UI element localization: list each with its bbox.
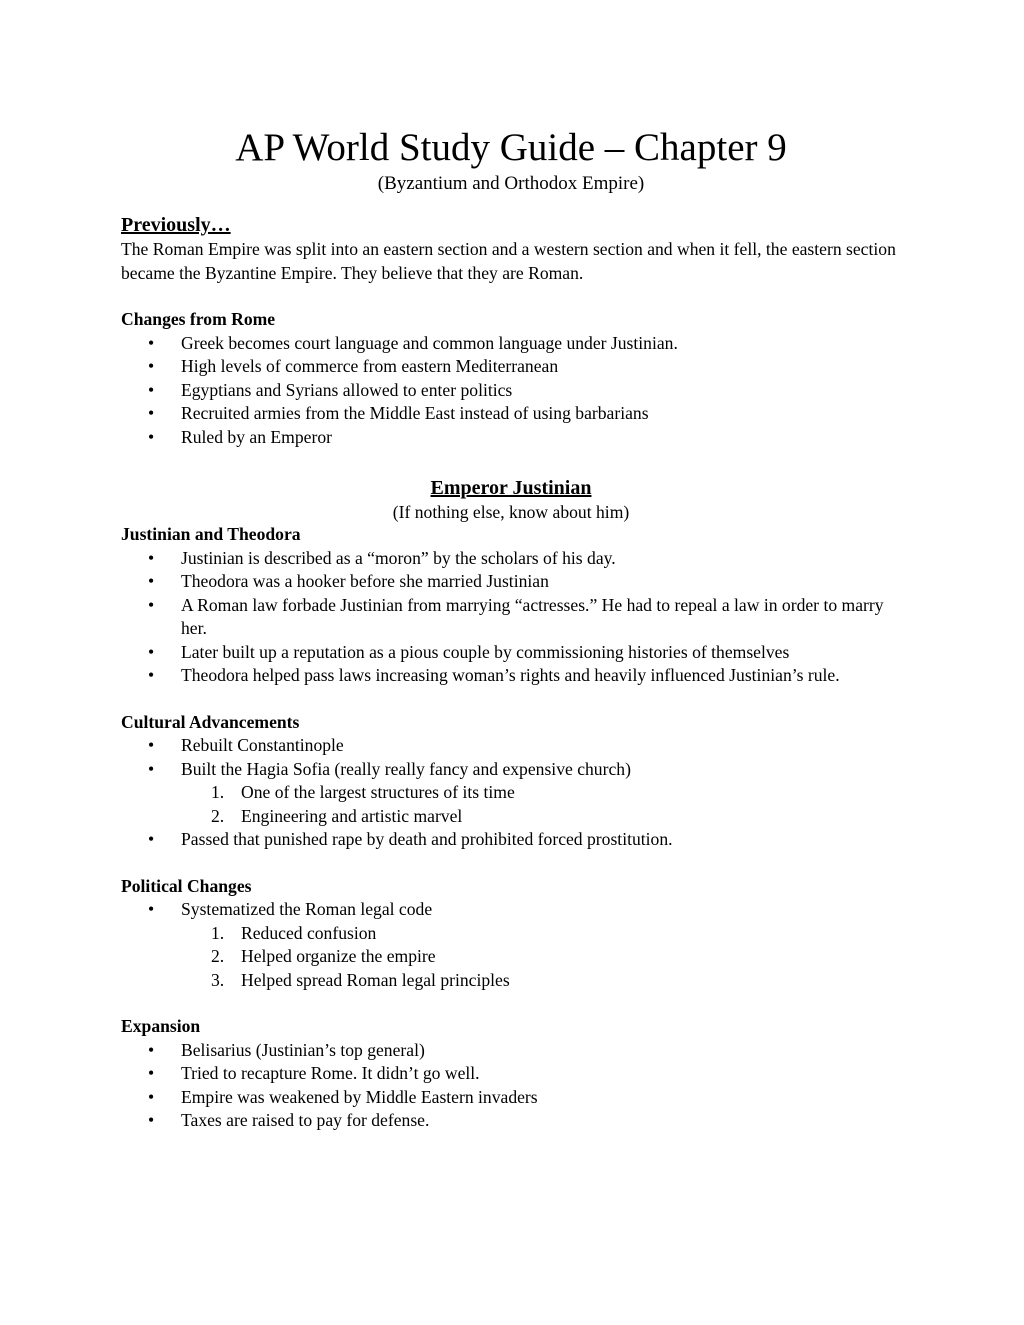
numbered-item <box>121 922 901 946</box>
page-subtitle: (Byzantium and Orthodox Empire) <box>377 173 645 194</box>
list-item <box>121 664 901 688</box>
bullet-icon: • <box>148 547 155 568</box>
political-sublist <box>121 922 901 993</box>
justinian-theodora-list <box>121 547 901 688</box>
list-item-text: Built the Hagia Sofia (really really fancy and expensive church) <box>181 758 631 779</box>
list-item-text: Recruited armies from the Middle East instead of using barbarians <box>181 403 649 423</box>
numbered-item <box>121 781 901 805</box>
numbered-item <box>121 805 901 829</box>
bullet-icon: • <box>148 426 155 447</box>
numbered-item-text: One of the largest structures of its time <box>241 782 515 802</box>
list-item-text: Egyptians and Syrians allowed to enter politics <box>181 379 513 400</box>
list-item-text: A Roman law forbade Justinian from marrying “actresses.” He had to repeal a law in order to marry her. <box>181 594 884 638</box>
item-number: 1. <box>211 922 225 943</box>
list-item <box>121 898 901 922</box>
bullet-icon: • <box>148 758 155 779</box>
bullet-icon: • <box>148 1086 155 1107</box>
bullet-icon: • <box>148 1039 155 1060</box>
bullet-icon: • <box>148 571 155 591</box>
list-item-text: Empire was weakened by Middle Eastern invaders <box>181 1086 538 1107</box>
list-item <box>121 1109 901 1133</box>
list-item <box>121 332 901 356</box>
list-item-text: Theodora helped pass laws increasing woman’s rights and heavily influenced Justinian’s rule. <box>181 665 840 685</box>
list-item-text: Greek becomes court language and common language under Justinian. <box>181 332 678 353</box>
list-item-text: Rebuilt Constantinople <box>181 735 344 755</box>
list-item <box>121 426 901 450</box>
expansion-heading: Expansion <box>121 1016 201 1036</box>
bullet-icon: • <box>148 356 155 376</box>
list-item-text: Tried to recapture Rome. It didn’t go well. <box>181 1063 480 1083</box>
bullet-icon: • <box>148 1110 155 1130</box>
numbered-item-text: Helped spread Roman legal principles <box>241 969 510 990</box>
list-item <box>121 734 901 758</box>
justinian-section-heading: Emperor Justinian <box>430 477 592 499</box>
item-number: 1. <box>211 782 225 802</box>
study-guide-page <box>121 124 901 1133</box>
cultural-heading: Cultural Advancements <box>121 711 300 732</box>
bullet-icon: • <box>148 665 155 685</box>
list-item <box>121 570 901 594</box>
item-number: 2. <box>211 946 225 966</box>
previously-text: The Roman Empire was split into an eastern section and a western section and when it fell, the eastern section became the Byzantine Empire. They believe that they are Roman. <box>121 239 896 283</box>
bullet-icon: • <box>148 379 155 400</box>
political-heading: Political Changes <box>121 875 252 896</box>
list-item-text: High levels of commerce from eastern Mediterranean <box>181 356 559 376</box>
list-item <box>121 1039 901 1063</box>
justinian-theodora-heading: Justinian and Theodora <box>121 524 301 544</box>
list-item-text: Taxes are raised to pay for defense. <box>181 1110 430 1130</box>
cultural-list-continued <box>121 828 901 852</box>
changes-heading: Changes from Rome <box>121 309 276 329</box>
item-number: 3. <box>211 969 225 990</box>
bullet-icon: • <box>148 403 155 423</box>
changes-list <box>121 332 901 450</box>
cultural-list <box>121 734 901 781</box>
numbered-item-text: Helped organize the empire <box>241 946 436 966</box>
list-item-text: Belisarius (Justinian’s top general) <box>181 1039 425 1060</box>
list-item-text: Systematized the Roman legal code <box>181 899 433 919</box>
bullet-icon: • <box>148 829 155 849</box>
list-item <box>121 547 901 571</box>
bullet-icon: • <box>148 899 155 919</box>
list-item-text: Passed that punished rape by death and prohibited forced prostitution. <box>181 829 673 849</box>
list-item <box>121 379 901 403</box>
list-item <box>121 402 901 426</box>
list-item-text: Later built up a reputation as a pious couple by commissioning histories of themselves <box>181 641 790 662</box>
item-number: 2. <box>211 805 225 826</box>
list-item-text: Justinian is described as a “moron” by the scholars of his day. <box>181 547 616 568</box>
expansion-list <box>121 1039 901 1133</box>
justinian-section-subheading: (If nothing else, know about him) <box>392 502 630 522</box>
numbered-item <box>121 969 901 993</box>
cultural-sublist <box>121 781 901 828</box>
list-item <box>121 594 901 641</box>
previously-heading: Previously… <box>121 214 231 236</box>
list-item <box>121 758 901 782</box>
numbered-item-text: Reduced confusion <box>241 922 377 943</box>
list-item <box>121 1086 901 1110</box>
page-title: AP World Study Guide – Chapter 9 <box>235 126 787 169</box>
list-item <box>121 355 901 379</box>
bullet-icon: • <box>148 1063 155 1083</box>
list-item <box>121 828 901 852</box>
numbered-item-text: Engineering and artistic marvel <box>241 805 463 826</box>
list-item <box>121 641 901 665</box>
list-item <box>121 1062 901 1086</box>
bullet-icon: • <box>148 641 155 662</box>
bullet-icon: • <box>148 594 155 615</box>
political-list <box>121 898 901 922</box>
bullet-icon: • <box>148 332 155 353</box>
numbered-item <box>121 945 901 969</box>
list-item-text: Theodora was a hooker before she married Justinian <box>181 571 549 591</box>
bullet-icon: • <box>148 735 155 755</box>
list-item-text: Ruled by an Emperor <box>181 426 332 447</box>
